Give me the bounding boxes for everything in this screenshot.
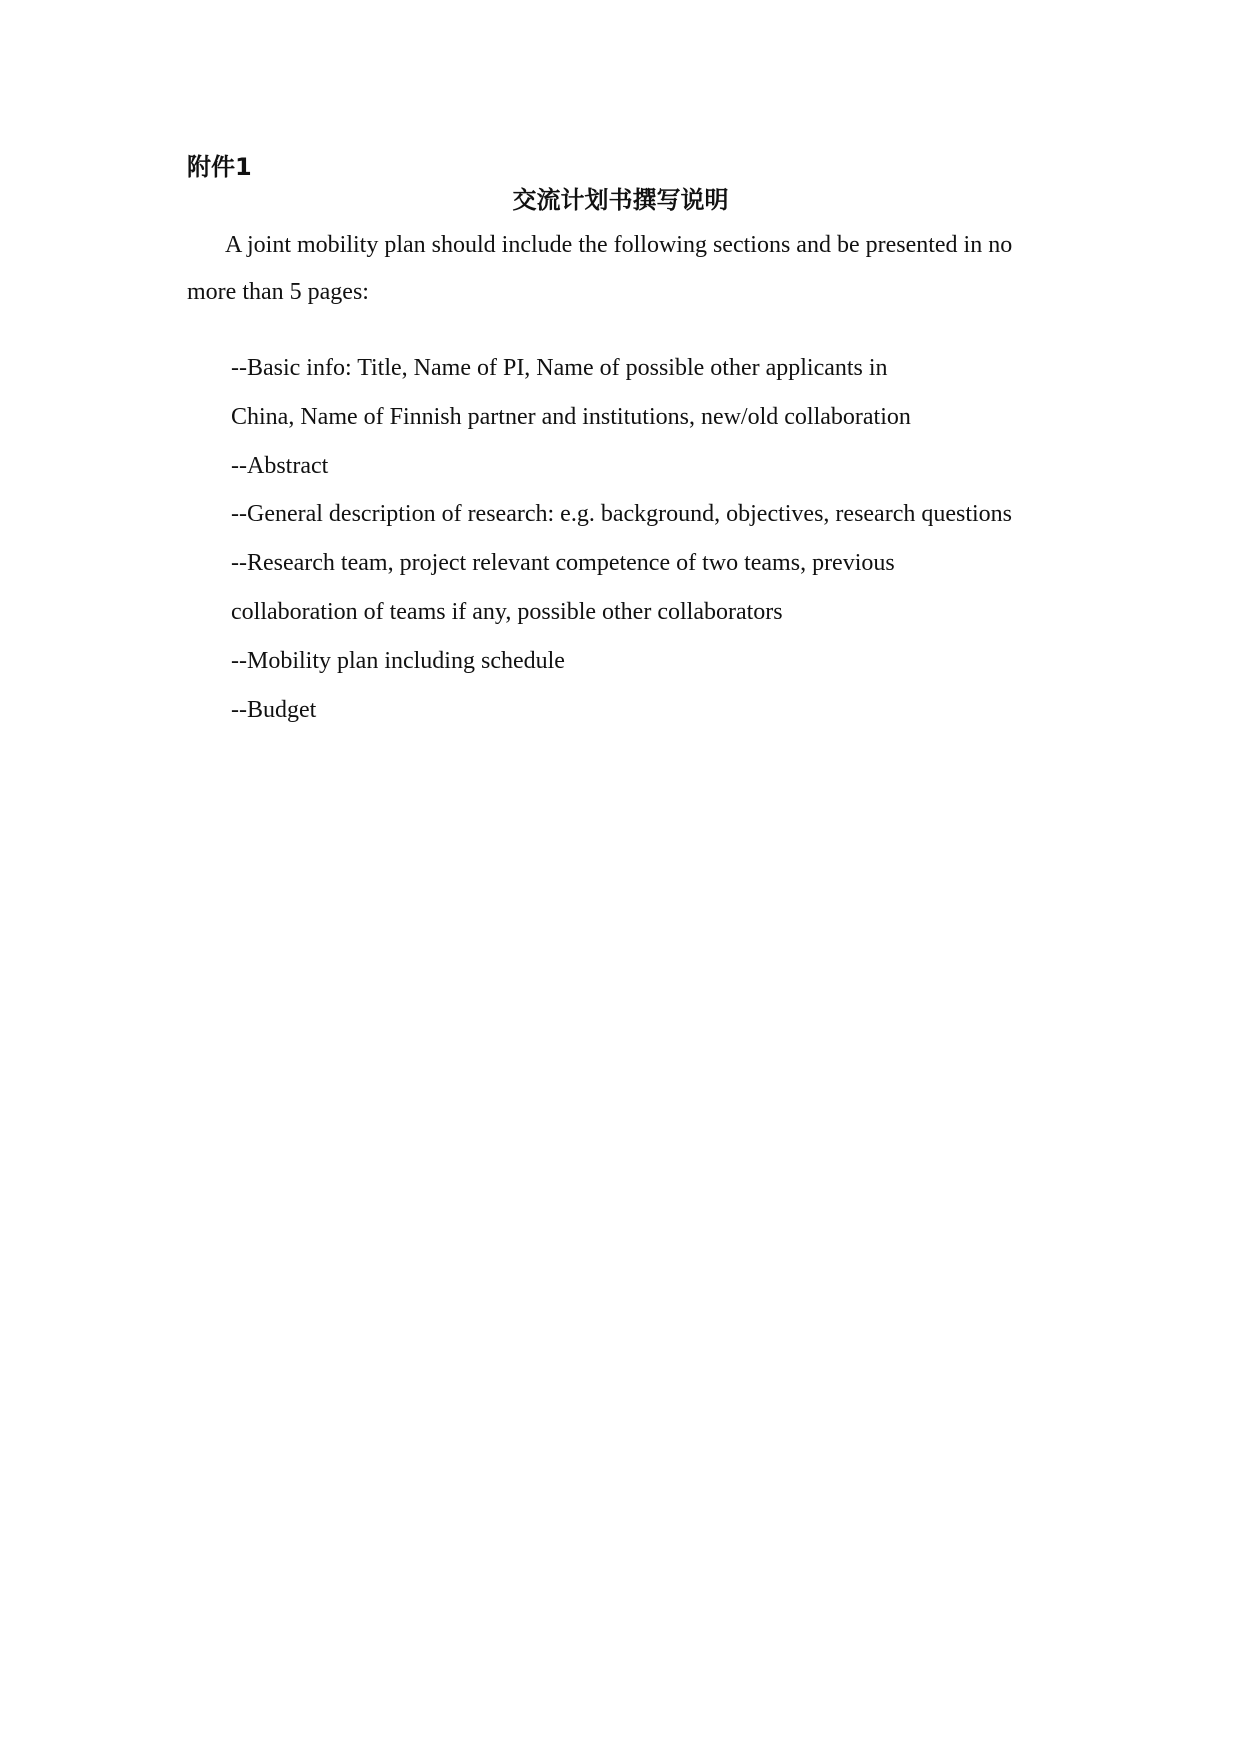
required-sections-list: [231, 344, 1061, 734]
attachment-label: 附件1: [187, 153, 252, 181]
list-item: --Research team, project relevant competence of two teams, previous: [231, 550, 895, 577]
list-item: --Basic info: Title, Name of PI, Name of possible other applicants in: [231, 355, 888, 381]
intro-paragraph: [187, 222, 1057, 316]
list-item: collaboration of teams if any, possible other collaborators: [231, 598, 783, 625]
list-item: --Mobility plan including schedule: [231, 647, 565, 674]
list-item: --Budget: [231, 696, 317, 723]
intro-line-2: more than 5 pages:: [187, 279, 369, 305]
list-item: --General description of research: e.g. background, objectives, research questions: [231, 501, 1013, 528]
document-title: 交流计划书撰写说明: [512, 186, 729, 214]
intro-line-1: A joint mobility plan should include the following sections and be presented in no: [225, 232, 1013, 258]
list-item: China, Name of Finnish partner and institutions, new/old collaboration: [231, 403, 911, 430]
list-item: --Abstract: [231, 452, 329, 479]
